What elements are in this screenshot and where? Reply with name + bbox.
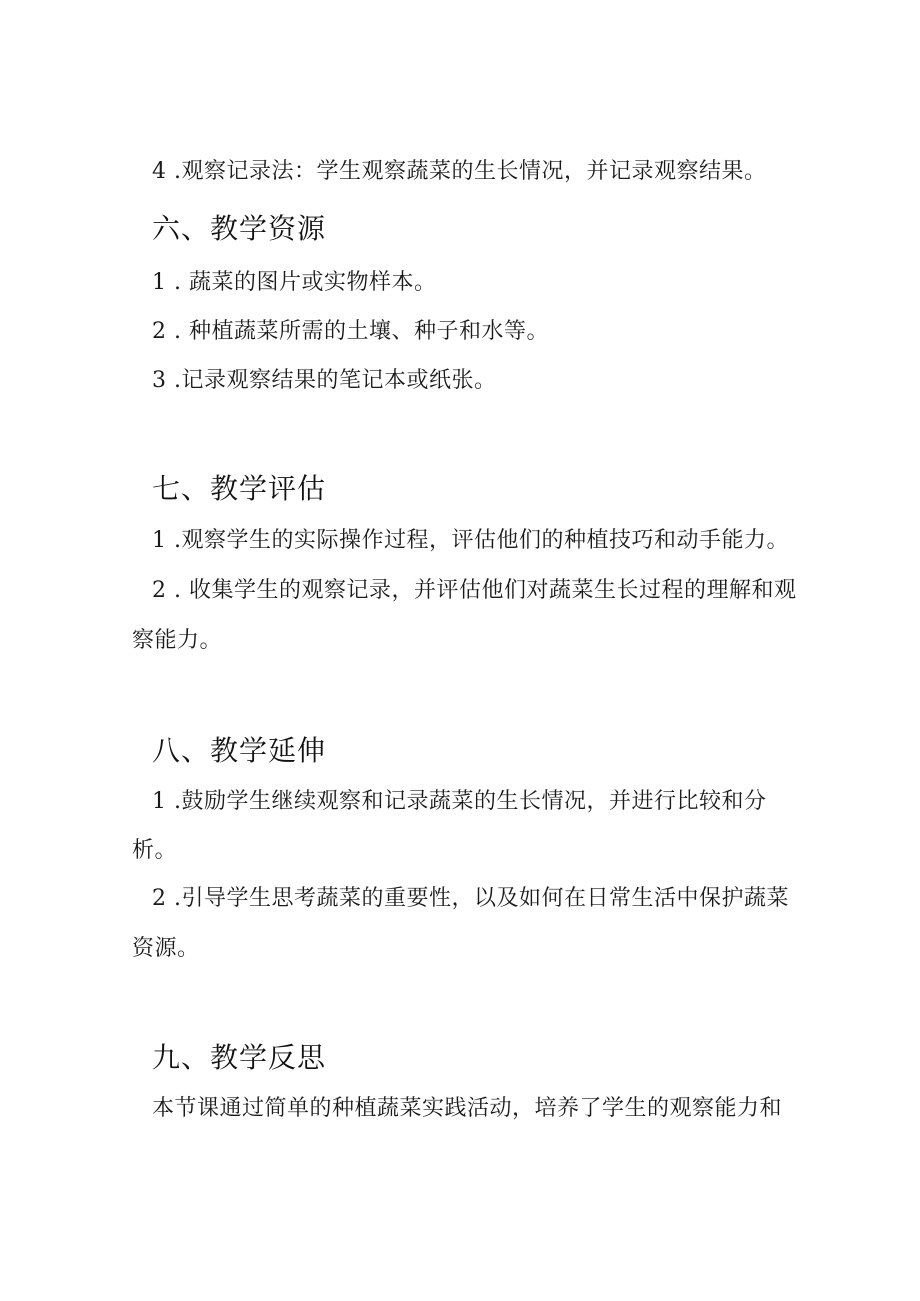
list-item-extension-1-continuation: 析。 [132,838,178,863]
heading-teaching-assessment: 七、教学评估 [152,472,327,505]
paragraph-reflection: 本节课通过简单的种植蔬菜实践活动，培养了学生的观察能力和 [152,1096,783,1121]
list-item-extension-2: 2 .引导学生思考蔬菜的重要性，以及如何在日常生活中保护蔬菜 [152,886,789,911]
heading-teaching-resources: 六、教学资源 [152,212,327,245]
list-item-observation-method: 4 .观察记录法：学生观察蔬菜的生长情况，并记录观察结果。 [152,159,767,184]
heading-teaching-reflection: 九、教学反思 [152,1041,327,1074]
list-item-resource-2: 2 . 种植蔬菜所需的土壤、种子和水等。 [152,319,549,344]
list-item-resource-1: 1 . 蔬菜的图片或实物样本。 [152,270,437,295]
list-item-extension-1: 1 .鼓励学生继续观察和记录蔬菜的生长情况，并进行比较和分 [152,789,767,814]
list-item-extension-2-continuation: 资源。 [132,936,200,961]
list-item-resource-3: 3 .记录观察结果的笔记本或纸张。 [152,368,497,393]
list-item-assessment-2-continuation: 察能力。 [132,628,223,653]
list-item-assessment-1: 1 .观察学生的实际操作过程，评估他们的种植技巧和动手能力。 [152,528,789,553]
list-item-assessment-2: 2 . 收集学生的观察记录，并评估他们对蔬菜生长过程的理解和观 [152,578,797,603]
heading-teaching-extension: 八、教学延伸 [152,734,327,767]
